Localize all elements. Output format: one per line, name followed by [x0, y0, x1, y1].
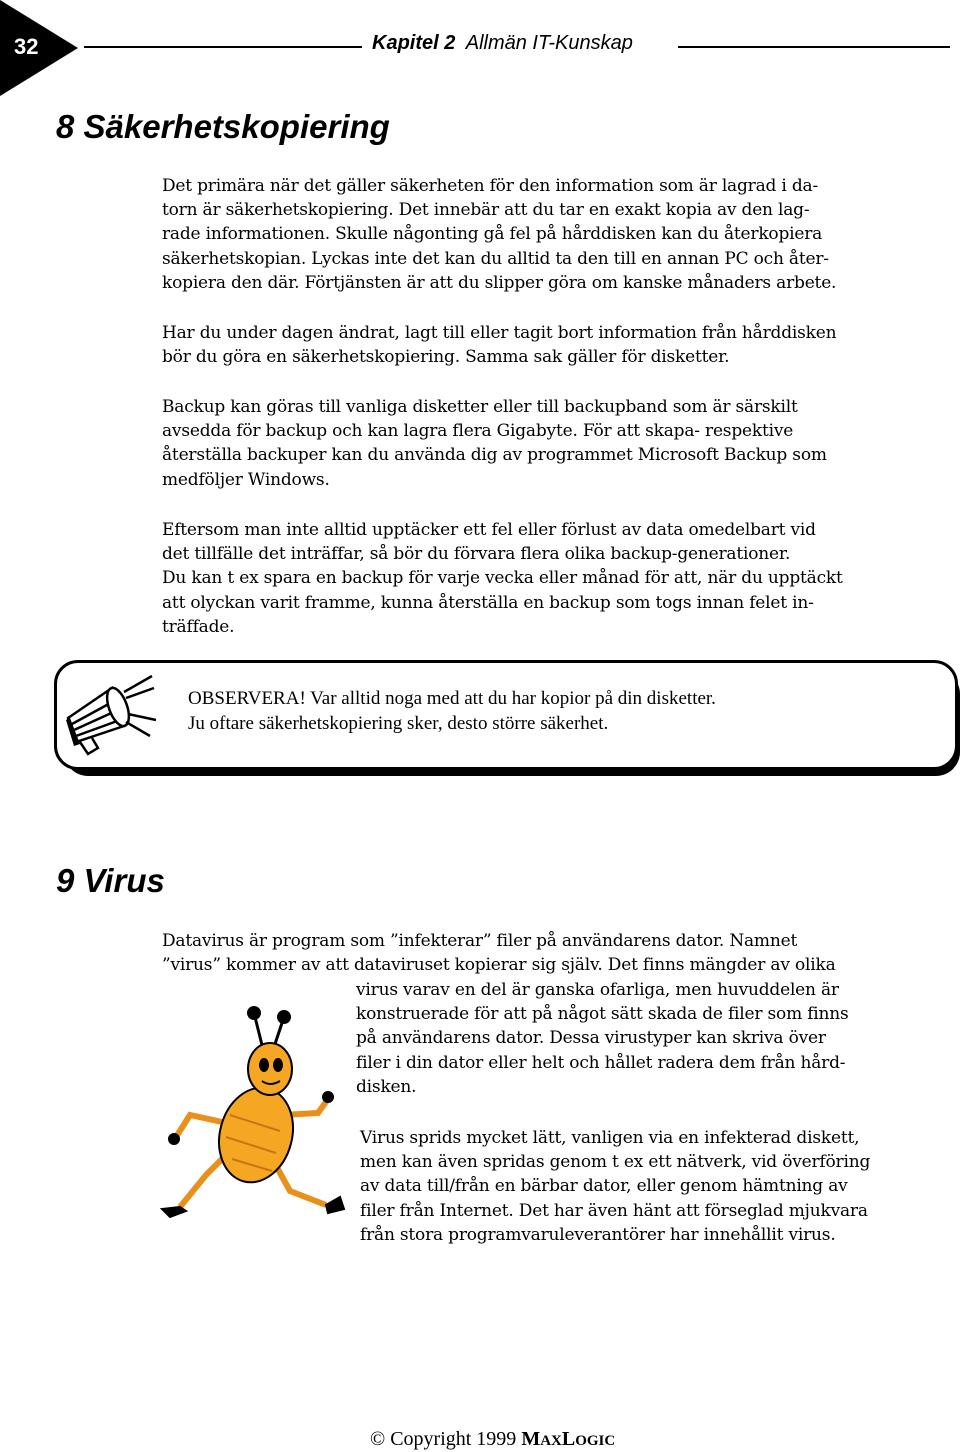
virus-bug-illustration: [150, 1005, 350, 1225]
page-number-tab: [0, 0, 78, 96]
note-text: OBSERVERA! Var alltid noga med att du har kopior på din disketter. Ju oftare säkerhetskopiering sker, desto större säkerhet.: [188, 688, 716, 734]
copyright-footer: [370, 1428, 615, 1451]
chapter-title: Allmän IT-Kunskap: [465, 32, 633, 54]
section-8-paragraph-3: Backup kan göras till vanliga disketter eller till backupband som är särskilt avsedda för backup och kan lagra flera Gigabyte. För att skapa- respektive återställa backuper kan du använda dig av programmet Microsoft Backup som medföljer Windows.: [162, 397, 827, 490]
section-8-heading: 8 Säkerhetskopiering: [56, 108, 390, 145]
section-9-paragraph-1-lead: Datavirus är program som ”infekterar” filer på användarens dator. Namnet ”virus” kommer av att dataviruset kopierar sig själv. Det finns mängder av olika: [162, 931, 836, 976]
page-number: 32: [14, 34, 39, 59]
brand-logo: MAXLOGIC: [521, 1428, 616, 1450]
header-rule-left: [84, 46, 362, 48]
section-9-paragraph-1-wrap: virus varav en del är ganska ofarliga, men huvuddelen är konstruerade för att på något sätt skada de filer som finns på användarens dator. Dessa virustyper kan skriva över filer i din dator eller helt och hållet radera dem från hård- disken.: [356, 980, 849, 1097]
megaphone-icon: [60, 670, 160, 758]
section-8-paragraph-2: Har du under dagen ändrat, lagt till eller tagit bort information från hårddisken bör du göra en säkerhetskopiering. Samma sak gäller för disketter.: [162, 323, 837, 368]
section-8-paragraph-4: Eftersom man inte alltid upptäcker ett fel eller förlust av data omedelbart vid det tillfälle det inträffar, så bör du förvara flera olika backup-generationer. Du kan t ex spara en backup för varje vecka eller månad för att, när du upptäckt att olyckan varit framme, kunna återställa en backup som togs innan felet in- träffade.: [162, 520, 843, 637]
section-8-paragraph-1: Det primära när det gäller säkerheten för den information som är lagrad i da- torn är säkerhetskopiering. Det innebär att du tar en exakt kopia av den lag- rade informationen. Skulle någonting gå fel på hårddisken kan du återkopiera säkerhetskopian. Lyckas inte det kan du alltid ta den till en annan PC och åter- kopiera den där. Förtjänsten är att du slipper göra om kanske månaders arbete.: [162, 176, 837, 293]
section-9-heading: 9 Virus: [56, 862, 165, 899]
header-rule-right: [678, 46, 950, 48]
section-9-paragraph-2: Virus sprids mycket lätt, vanligen via en infekterad diskett, men kan även spridas genom t ex ett nätverk, vid överföring av data till/från en bärbar dator, eller genom hämtning av filer från Internet. Det har även hänt att förseglad mjukvara från stora programvaruleverantörer har innehållit virus.: [360, 1128, 871, 1245]
copyright-text: © Copyright 1999: [370, 1428, 517, 1450]
running-header: [372, 32, 633, 55]
chapter-label: Kapitel 2: [372, 32, 456, 54]
